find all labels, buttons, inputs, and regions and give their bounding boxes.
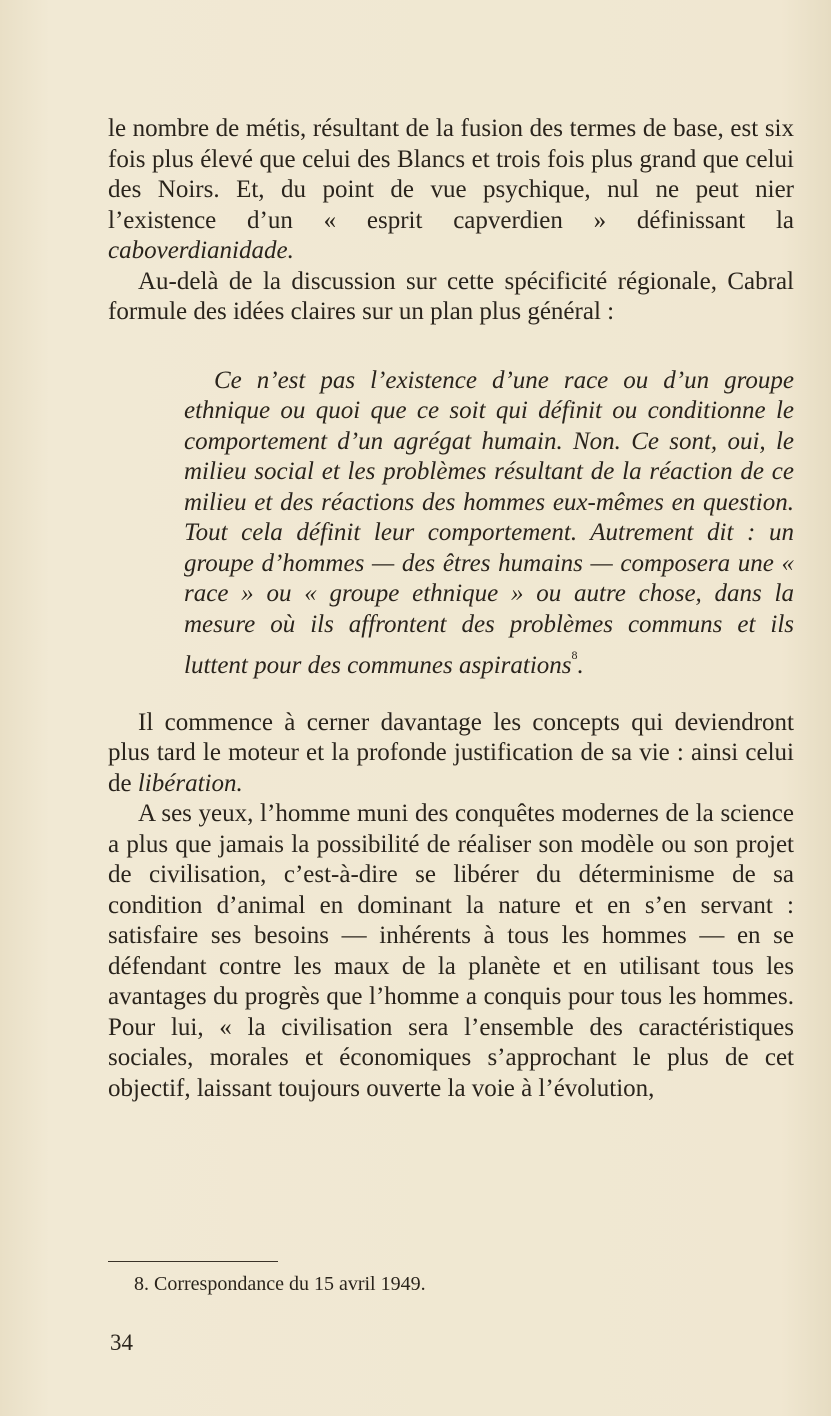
paragraph-1 [108,114,794,267]
quote-text [184,366,794,682]
footnote-ref: 8 [571,648,578,662]
body-text [108,114,794,1104]
block-quote [184,366,794,682]
paragraph-2: Au-delà de la discussion sur cette spécificité régionale, Cabral formule des idées claires sur un plan plus général : [108,267,794,325]
page-number: 34 [110,1330,133,1355]
paragraph-1-text: le nombre de métis, résultant de la fusion des termes de base, est six fois plus élevé que celui des Blancs et trois fois plus grand que celui des Noirs. Et, du point de vue psychique, nul ne peut nier l’existence d’un « esprit capverdien » définissant la [108,115,794,234]
quote-end: . [577,652,584,679]
quote-body: Ce n’est pas l’existence d’une race ou d’un groupe ethnique ou quoi que ce soit qui définit ou conditionne le comportement d’un agrégat humain. Non. Ce sont, oui, le milieu social et les problèmes résultant de la réaction de ce milieu et des réactions des hommes eux-mêmes en question. Tout cela définit leur comportement. Autrement dit : un groupe d’hommes — des êtres humains — composera une « race » ou « groupe ethnique » ou autre chose, dans la mesure où ils affrontent des problèmes communs et ils luttent pour des communes aspirations [184,366,794,679]
paragraph-4: A ses yeux, l’homme muni des conquêtes modernes de la science a plus que jamais la possibilité de réaliser son modèle ou son projet de civilisation, c’est-à-dire se libérer du déterminisme de sa condition d’animal en dominant la nature et en s’en servant : satisfaire ses besoins — inhérents à tous les hommes — en se défendant contre les maux de la planète et en utilisant tous les avantages du progrès que l’homme a conquis pour tous les hommes. Pour lui, « la civilisation sera l’ensemble des caractéristiques sociales, morales et économiques s’approchant le plus de cet objectif, laissant toujours ouverte la voie à l’évolution, [108,800,794,1102]
footnote: 8. Correspondance du 15 avril 1949. [134,1273,426,1295]
paragraph-3 [108,708,794,800]
paragraph-3-text: Il commence à cerner davantage les concepts qui deviendront plus tard le moteur et la profonde justification de sa vie : ainsi celui de [108,708,794,797]
footnote-rule [108,1261,278,1262]
paragraph-1-italic: caboverdianidade. [108,237,294,264]
paragraph-3-italic: libération. [137,769,243,797]
